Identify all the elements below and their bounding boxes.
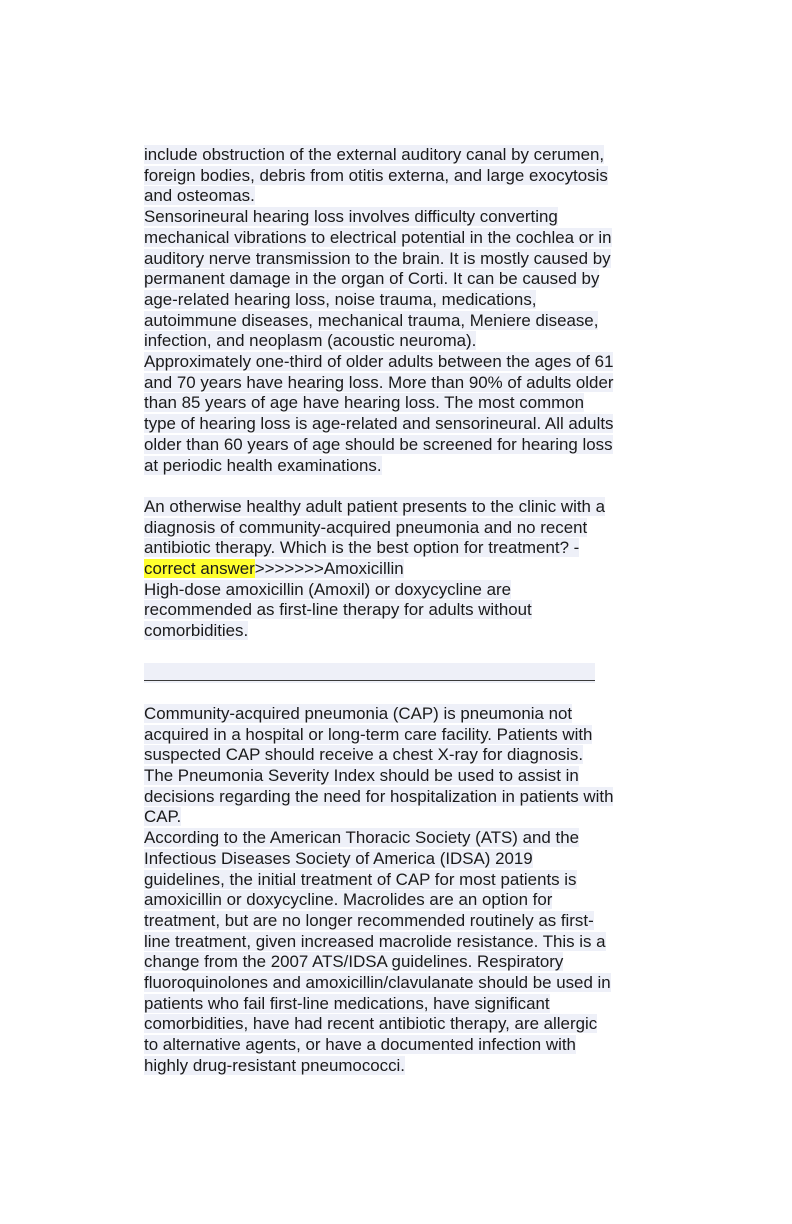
text-line-content: to alternative agents, or have a documented infection with xyxy=(144,1035,576,1055)
text-line xyxy=(144,621,649,642)
correct-answer-highlight: correct answer xyxy=(144,559,255,579)
text-line-content: permanent damage in the organ of Corti. It can be caused by xyxy=(144,269,600,289)
text-line xyxy=(144,870,649,891)
text-line xyxy=(144,456,649,477)
text-line xyxy=(144,828,649,849)
text-line xyxy=(144,807,649,828)
text-line-content: acquired in a hospital or long-term care facility. Patients with xyxy=(144,724,593,744)
text-line xyxy=(144,973,649,994)
text-line-content: auditory nerve transmission to the brain. It is mostly caused by xyxy=(144,248,611,268)
text-line-content: CAP. xyxy=(144,807,182,827)
text-line xyxy=(144,414,649,435)
text-line xyxy=(144,497,649,518)
text-line-content: diagnosis of community-acquired pneumonia and no recent xyxy=(144,517,588,537)
text-line-content: line treatment, given increased macrolide resistance. This is a xyxy=(144,931,606,951)
text-line xyxy=(144,290,649,311)
text-line xyxy=(144,249,649,270)
text-line-content: Infectious Diseases Society of America (IDSA) 2019 xyxy=(144,848,533,868)
text-line-content: guidelines, the initial treatment of CAP for most patients is xyxy=(144,869,577,889)
text-line xyxy=(144,704,649,725)
text-line-content: antibiotic therapy. Which is the best option for treatment? - xyxy=(144,538,580,558)
text-line xyxy=(144,725,649,746)
text-line xyxy=(144,766,649,787)
text-line-content: and osteomas. xyxy=(144,186,255,206)
text-line-content: recommended as first-line therapy for adults without xyxy=(144,600,532,620)
text-line-content: than 85 years of age have hearing loss. The most common xyxy=(144,393,585,413)
text-line-content: and 70 years have hearing loss. More than 90% of adults older xyxy=(144,372,614,392)
text-line xyxy=(144,311,649,332)
text-line-content: The Pneumonia Severity Index should be used to assist in xyxy=(144,766,579,786)
text-line xyxy=(144,186,649,207)
text-line-content: Community-acquired pneumonia (CAP) is pneumonia not xyxy=(144,703,573,723)
answer-text: >>>>>>>Amoxicillin xyxy=(254,559,404,579)
text-line xyxy=(144,207,649,228)
blank-line xyxy=(144,683,649,704)
text-line-content: change from the 2007 ATS/IDSA guidelines. Respiratory xyxy=(144,952,564,972)
text-line-content: According to the American Thoracic Society (ATS) and the xyxy=(144,828,579,848)
text-line xyxy=(144,145,649,166)
text-line-content: age-related hearing loss, noise trauma, medications, xyxy=(144,289,537,309)
text-line-content: highly drug-resistant pneumococci. xyxy=(144,1055,405,1075)
text-line xyxy=(144,1035,649,1056)
text-line xyxy=(144,393,649,414)
text-line xyxy=(144,166,649,187)
text-line-content: at periodic health examinations. xyxy=(144,455,382,475)
text-line-content: suspected CAP should receive a chest X-ray for diagnosis. xyxy=(144,745,584,765)
text-line xyxy=(144,538,649,559)
text-line xyxy=(144,600,649,621)
text-line xyxy=(144,331,649,352)
text-line-content: patients who fail first-line medications, have significant xyxy=(144,993,550,1013)
text-line-content: treatment, but are no longer recommended routinely as first- xyxy=(144,910,594,930)
text-line xyxy=(144,787,649,808)
text-line xyxy=(144,890,649,911)
text-line xyxy=(144,911,649,932)
text-line-content: comorbidities. xyxy=(144,621,249,641)
blank-line xyxy=(144,642,649,663)
text-line xyxy=(144,994,649,1015)
text-line-content: Sensorineural hearing loss involves difficulty converting xyxy=(144,207,558,227)
text-line-content: amoxicillin or doxycycline. Macrolides are an option for xyxy=(144,890,553,910)
text-line-content: type of hearing loss is age-related and sensorineural. All adults xyxy=(144,414,614,434)
text-line xyxy=(144,1056,649,1077)
text-line-content: Approximately one-third of older adults between the ages of 61 xyxy=(144,352,614,372)
text-line xyxy=(144,373,649,394)
text-line-content: An otherwise healthy adult patient presents to the clinic with a xyxy=(144,496,606,516)
text-line-content: autoimmune diseases, mechanical trauma, Meniere disease, xyxy=(144,310,599,330)
text-line-content: infection, and neoplasm (acoustic neuroma). xyxy=(144,331,477,351)
text-line xyxy=(144,952,649,973)
text-line xyxy=(144,932,649,953)
text-line xyxy=(144,228,649,249)
text-line-content: include obstruction of the external auditory canal by cerumen, xyxy=(144,145,605,164)
text-line xyxy=(144,849,649,870)
text-line-content: High-dose amoxicillin (Amoxil) or doxycycline are xyxy=(144,579,512,599)
text-line xyxy=(144,1014,649,1035)
divider-rule xyxy=(144,680,595,681)
text-line-content: foreign bodies, debris from otitis externa, and large exocytosis xyxy=(144,165,608,185)
text-line xyxy=(144,518,649,539)
document-page xyxy=(144,145,649,1077)
text-line-content: comorbidities, have had recent antibiotic therapy, are allergic xyxy=(144,1014,598,1034)
text-line-content: mechanical vibrations to electrical potential in the cochlea or in xyxy=(144,227,612,247)
text-line xyxy=(144,435,649,456)
text-line xyxy=(144,269,649,290)
blank-line xyxy=(144,476,649,497)
text-line xyxy=(144,580,649,601)
text-line-content: fluoroquinolones and amoxicillin/clavulanate should be used in xyxy=(144,973,611,993)
text-line-content: older than 60 years of age should be screened for hearing loss xyxy=(144,434,613,454)
text-line xyxy=(144,745,649,766)
text-line xyxy=(144,352,649,373)
text-line-content: decisions regarding the need for hospitalization in patients with xyxy=(144,786,614,806)
answer-line xyxy=(144,559,649,580)
horizontal-divider xyxy=(144,663,649,684)
